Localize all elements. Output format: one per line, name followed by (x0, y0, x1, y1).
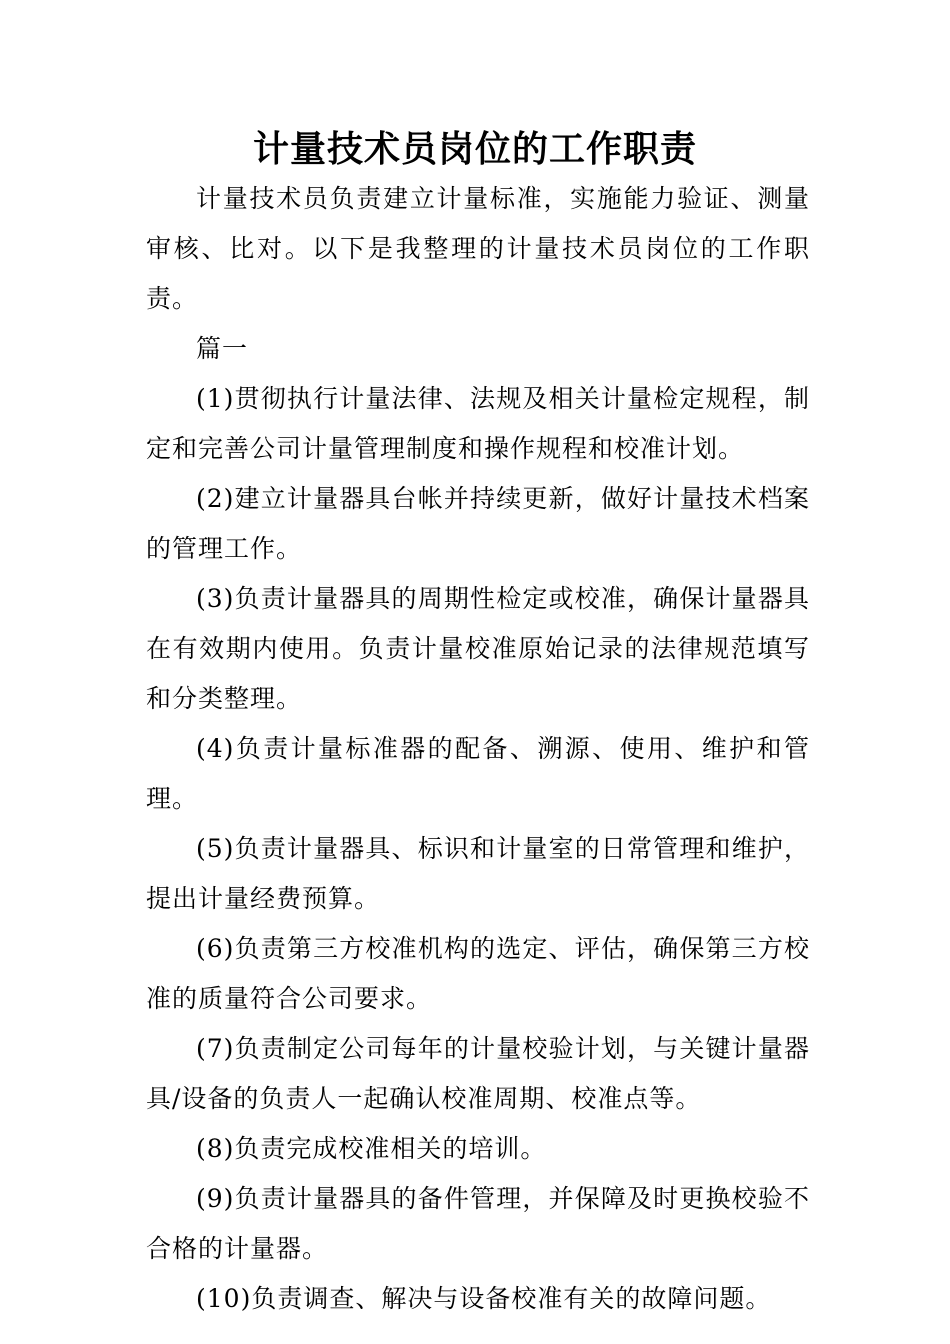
section-heading: 篇一 (196, 334, 249, 363)
duty-item-3: (3)负责计量器具的周期性检定或校准，确保计量器具在有效期内使用。负责计量校准原始记录的法律规范填写和分类整理。 (146, 584, 810, 713)
duty-item-10: (10)负责调查、解决与设备校准有关的故障问题。 (196, 1284, 772, 1313)
document-body (146, 174, 810, 1324)
duty-item-2: (2)建立计量器具台帐并持续更新，做好计量技术档案的管理工作。 (146, 484, 810, 563)
intro-paragraph: 计量技术员负责建立计量标准，实施能力验证、测量审核、比对。以下是我整理的计量技术员岗位的工作职责。 (146, 184, 810, 313)
document-title: 计量技术员岗位的工作职责 (252, 129, 697, 170)
duty-item-9: (9)负责计量器具的备件管理，并保障及时更换校验不合格的计量器。 (146, 1184, 810, 1263)
duty-item-7: (7)负责制定公司每年的计量校验计划，与关键计量器具/设备的负责人一起确认校准周期、校准点等。 (146, 1034, 810, 1113)
duty-item-1: (1)贯彻执行计量法律、法规及相关计量检定规程，制定和完善公司计量管理制度和操作规程和校准计划。 (146, 384, 810, 463)
duty-item-5: (5)负责计量器具、标识和计量室的日常管理和维护，提出计量经费预算。 (146, 834, 810, 913)
duty-item-8: (8)负责完成校准相关的培训。 (196, 1134, 547, 1163)
duty-item-4: (4)负责计量标准器的配备、溯源、使用、维护和管理。 (146, 734, 810, 813)
duty-item-6: (6)负责第三方校准机构的选定、评估，确保第三方校准的质量符合公司要求。 (146, 934, 810, 1013)
